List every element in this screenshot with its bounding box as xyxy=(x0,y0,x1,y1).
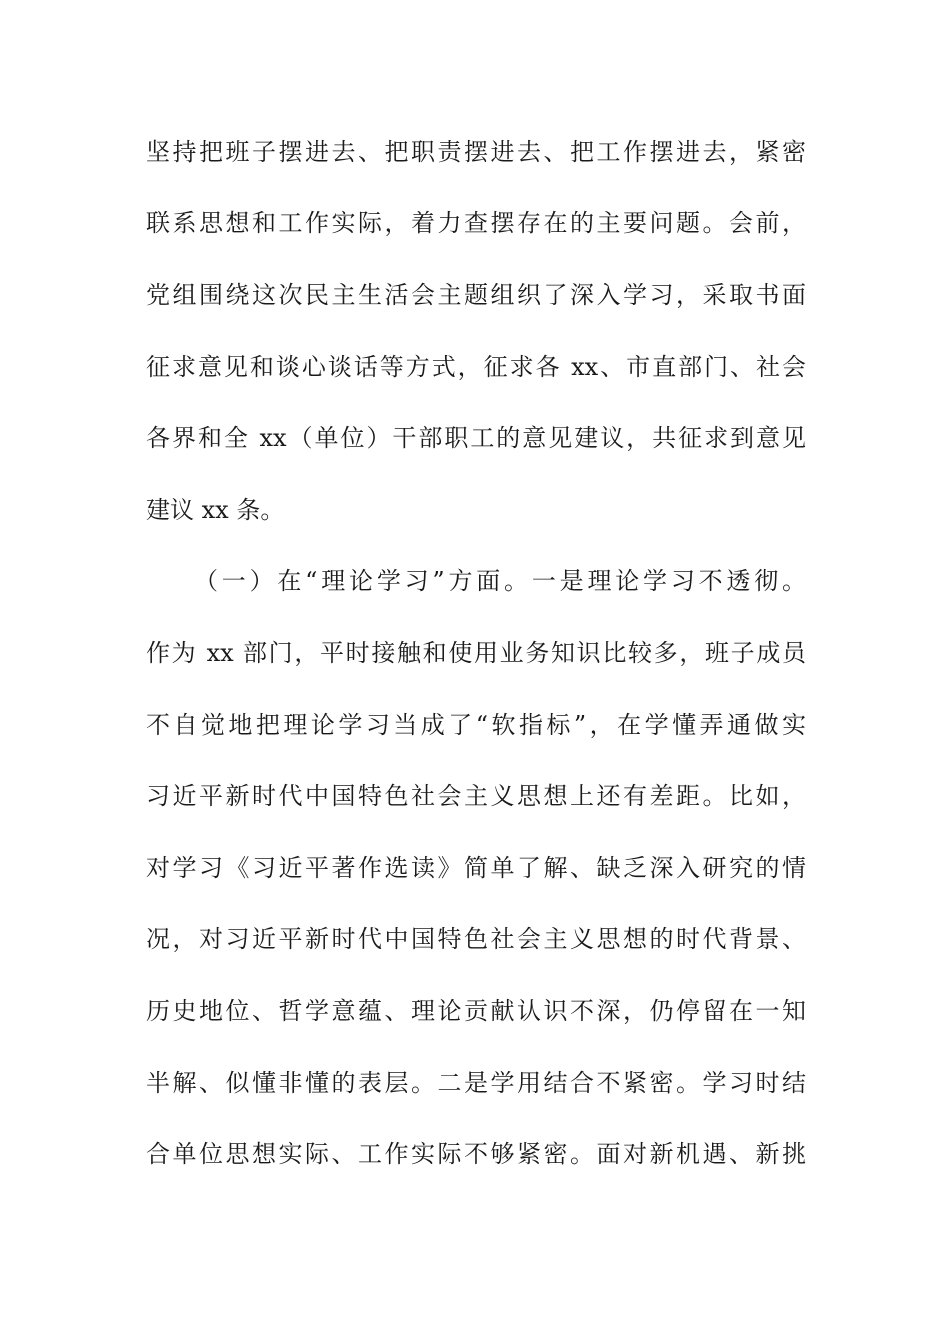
body-text-line: 况，对习近平新时代中国特色社会主义思想的时代背景、 xyxy=(146,925,806,953)
section-heading-line: （一）在“理论学习”方面。一是理论学习不透彻。 xyxy=(194,567,806,595)
body-text-line: 作为 xx 部门，平时接触和使用业务知识比较多，班子成员 xyxy=(146,639,806,667)
body-text-line: 建议 xx 条。 xyxy=(146,496,285,524)
body-text-line: 不自觉地把理论学习当成了“软指标”，在学懂弄通做实 xyxy=(146,711,806,739)
body-text-line: 征求意见和谈心谈话等方式，征求各 xx、市直部门、社会 xyxy=(146,353,806,381)
body-text-line: 对学习《习近平著作选读》简单了解、缺乏深入研究的情 xyxy=(146,854,806,882)
body-text-line: 坚持把班子摆进去、把职责摆进去、把工作摆进去，紧密 xyxy=(146,138,806,166)
body-text-line: 联系思想和工作实际，着力查摆存在的主要问题。会前， xyxy=(146,209,806,237)
body-text-line: 党组围绕这次民主生活会主题组织了深入学习，采取书面 xyxy=(146,281,806,309)
body-text-line: 合单位思想实际、工作实际不够紧密。面对新机遇、新挑 xyxy=(146,1140,806,1168)
body-text-line: 半解、似懂非懂的表层。二是学用结合不紧密。学习时结 xyxy=(146,1069,806,1097)
body-text-line: 各界和全 xx（单位）干部职工的意见建议，共征求到意见 xyxy=(146,424,806,452)
body-text-line: 历史地位、哲学意蕴、理论贡献认识不深，仍停留在一知 xyxy=(146,997,806,1025)
body-text-line: 习近平新时代中国特色社会主义思想上还有差距。比如， xyxy=(146,782,806,810)
